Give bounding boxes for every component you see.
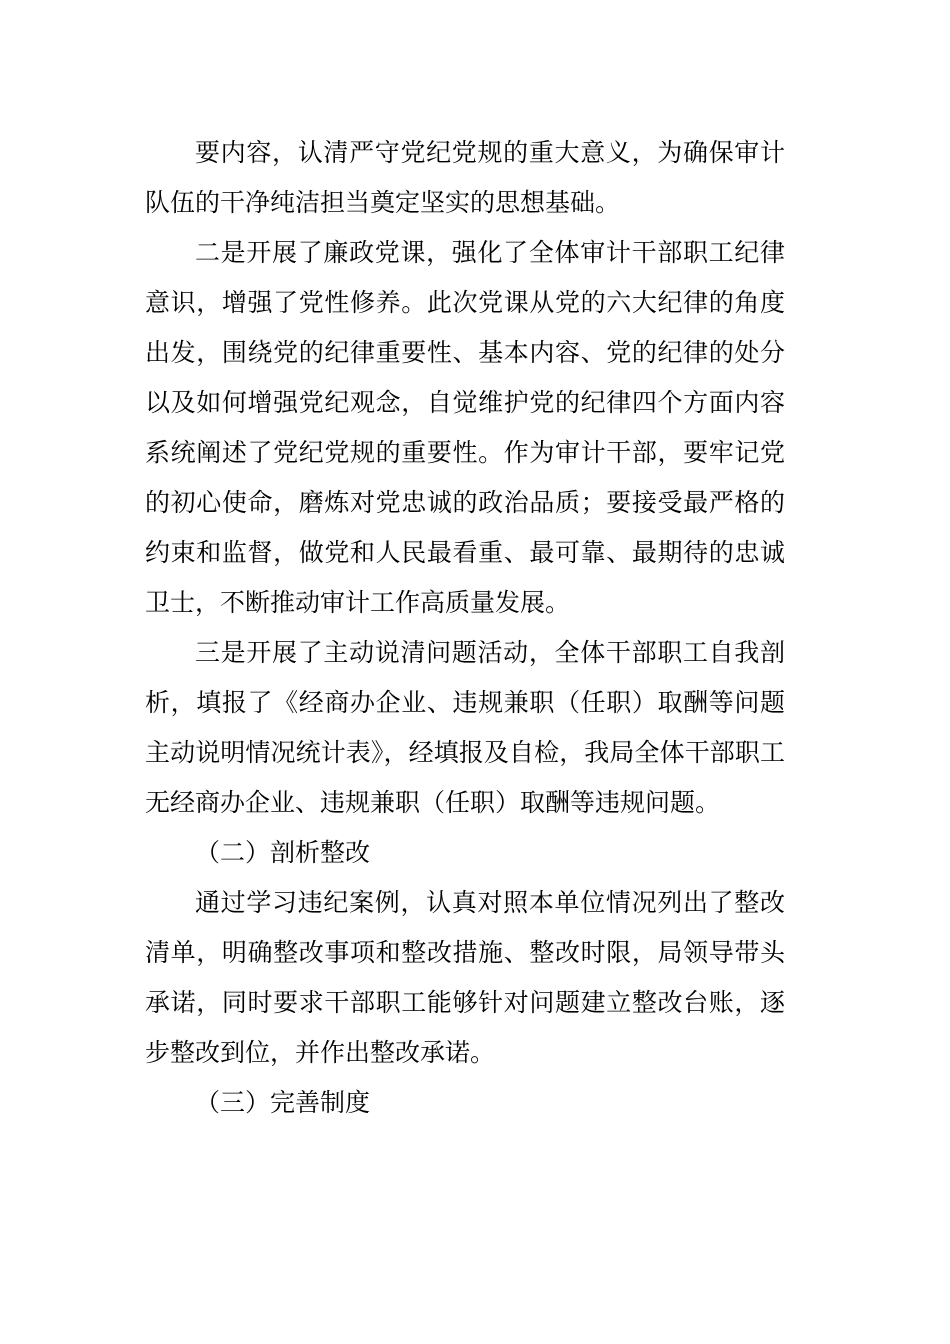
paragraph-self-report: 三是开展了主动说清问题活动，全体干部职工自我剖析，填报了《经商办企业、违规兼职（任职）取酬等问题主动说明情况统计表》，经填报及自检，我局全体干部职工无经商办企业、违规兼职（任职）取酬等违规问题。 (145, 638, 785, 817)
document-body (145, 128, 785, 1128)
paragraph-party-lecture: 二是开展了廉政党课，强化了全体审计干部职工纪律意识，增强了党性修养。此次党课从党的六大纪律的角度出发，围绕党的纪律重要性、基本内容、党的纪律的处分以及如何增强党纪观念，自觉维护党的纪律四个方面内容系统阐述了党纪党规的重要性。作为审计干部，要牢记党的初心使命，磨炼对党忠诚的政治品质；要接受最严格的约束和监督，做党和人民最看重、最可靠、最期待的忠诚卫士，不断推动审计工作高质量发展。 (145, 238, 785, 617)
paragraph-continuation: 要内容，认清严守党纪党规的重大意义，为确保审计队伍的干净纯洁担当奠定坚实的思想基础。 (145, 138, 785, 217)
section-heading-rectification: （二）剖析整改 (195, 838, 371, 867)
section-heading-system: （三）完善制度 (195, 1088, 371, 1117)
paragraph-rectification: 通过学习违纪案例，认真对照本单位情况列出了整改清单，明确整改事项和整改措施、整改时限，局领导带头承诺，同时要求干部职工能够针对问题建立整改台账，逐步整改到位，并作出整改承诺。 (145, 888, 785, 1067)
